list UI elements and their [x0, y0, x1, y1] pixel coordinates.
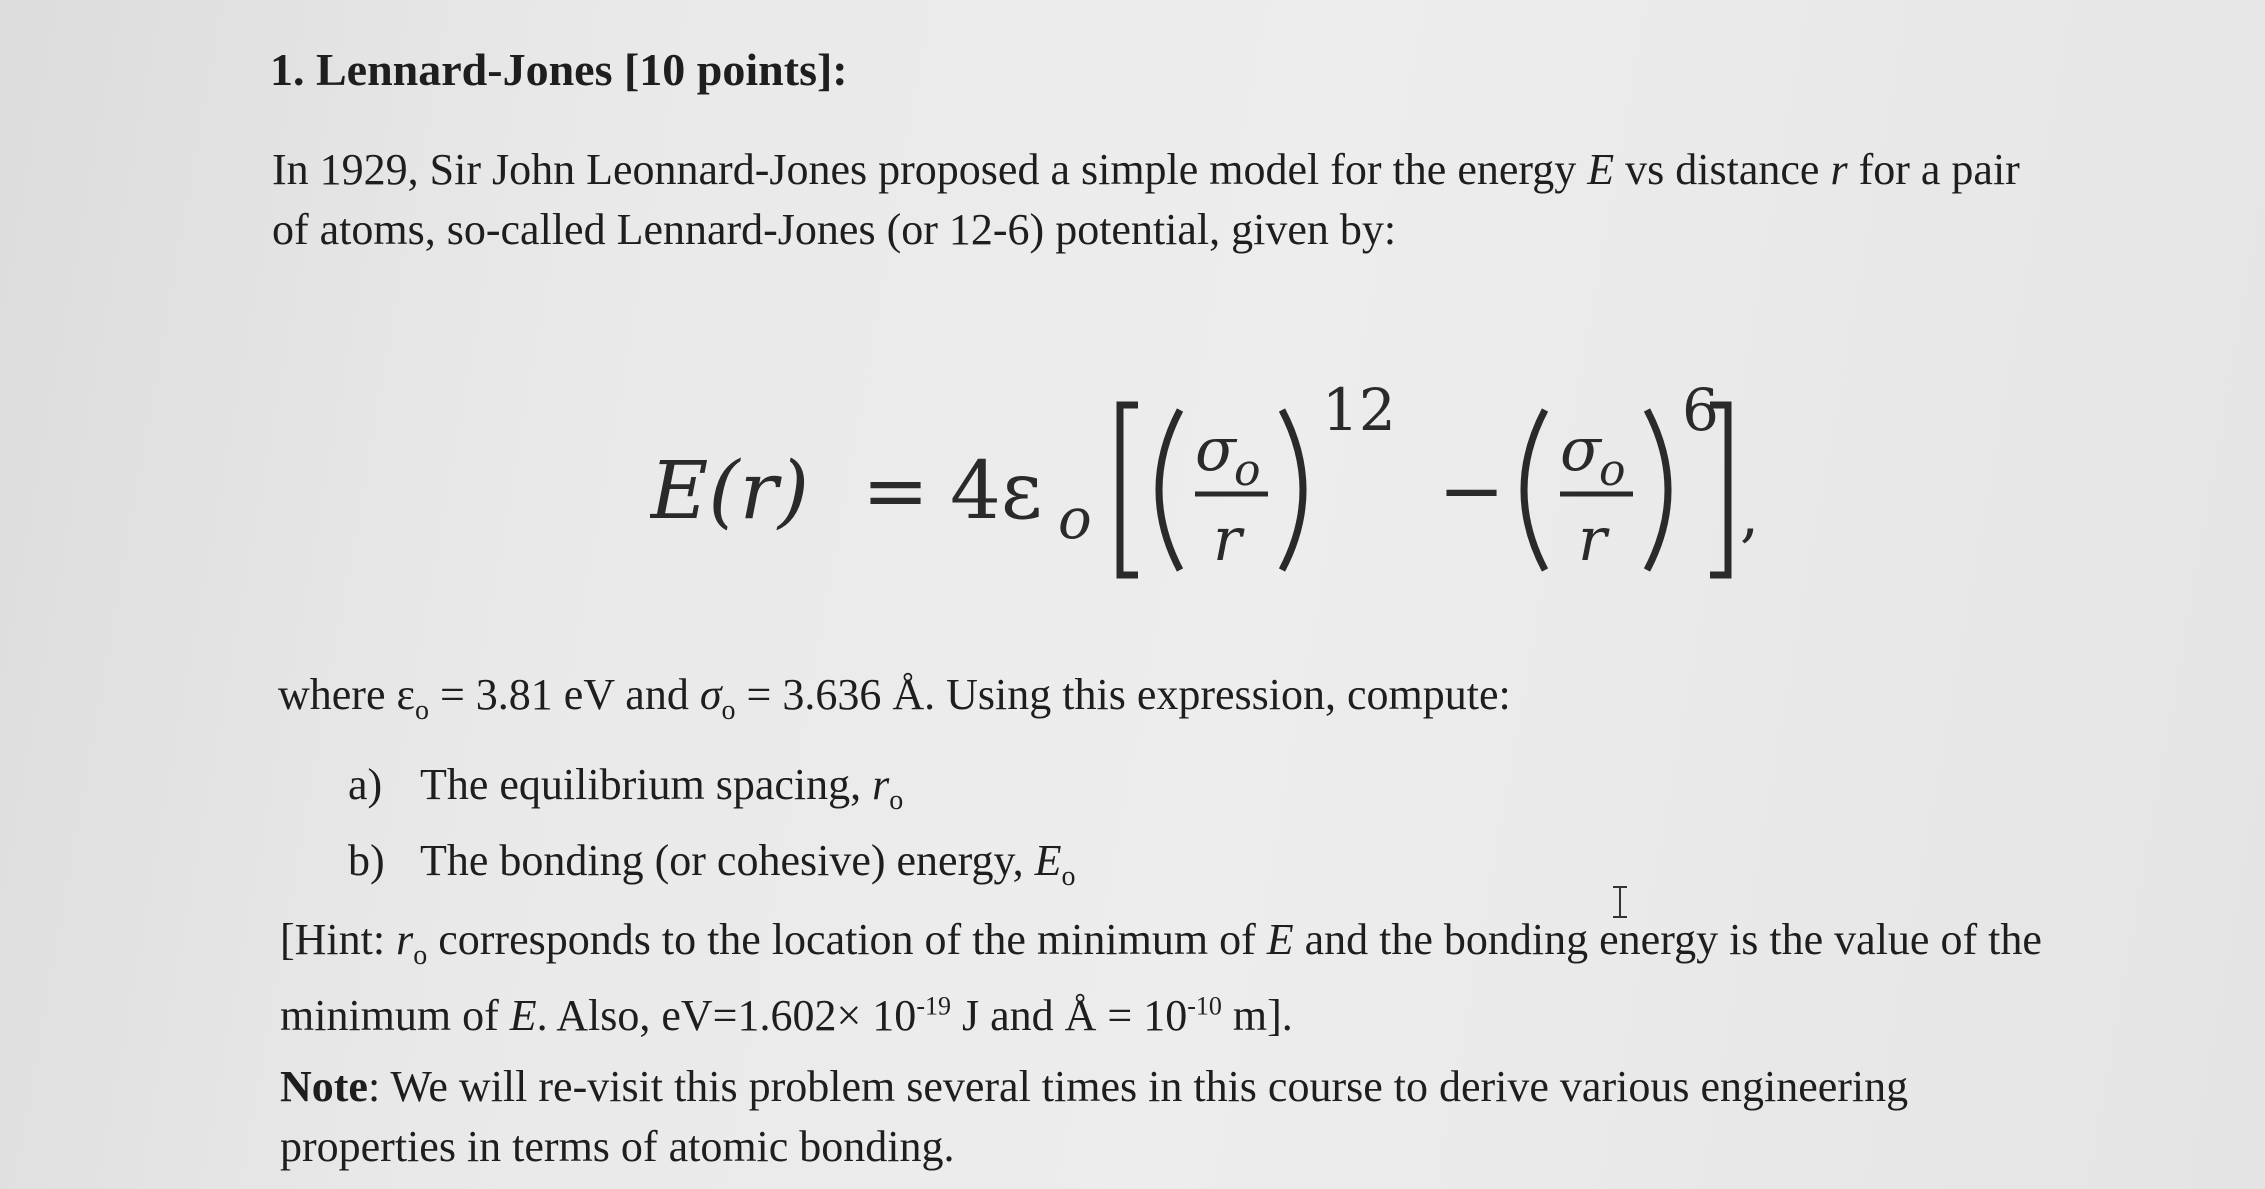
eq-trailing-comma: ,: [1740, 480, 1760, 550]
task-text-b-body: The bonding (or cohesive) energy,: [420, 835, 1035, 885]
intro-var-E: E: [1587, 145, 1615, 194]
hint-text-6: m].: [1221, 990, 1293, 1040]
hint-sup-2: -10: [1187, 991, 1222, 1021]
task-text-b: [420, 831, 1075, 907]
text-cursor-icon: [1610, 885, 1630, 919]
eq-left-bracket: [1120, 405, 1138, 575]
eq-denominator-1: r: [1213, 505, 1242, 575]
task-var-a: r: [872, 760, 890, 809]
intro-var-r: r: [1830, 145, 1848, 194]
task-item-b: [348, 831, 1075, 907]
hint-var-r: r: [396, 915, 414, 964]
hint-sub: o: [413, 939, 428, 971]
note-paragraph: [280, 1057, 2080, 1177]
task-text-a-body: The equilibrium spacing,: [420, 760, 873, 809]
hint-text-2: corresponds to the location of the minimum of: [427, 915, 1267, 964]
problem-heading: 1. Lennard-Jones [10 points]:: [270, 44, 848, 95]
hint-var-E2: E: [509, 990, 537, 1040]
task-sub-b: o: [1061, 860, 1076, 892]
hint-text-3: and the bonding energy is the value of the minimum of: [280, 915, 2042, 1040]
eq-coef-sub: o: [1058, 487, 1092, 552]
note-text: : We will re-visit this problem several times in this course to derive various engineering properties in terms of atomic bonding.: [280, 1062, 1909, 1171]
where-text-3: = 3.636 Å. Using this expression, compute:: [735, 670, 1511, 719]
task-var-b: E: [1034, 835, 1062, 885]
eq-sigma-1: σ: [1195, 415, 1236, 485]
eq-paren-close-2: [1647, 410, 1668, 570]
intro-text-3: for a pair of atoms, so-called Lennard-Jones (or 12-6) potential, given by:: [272, 145, 2020, 254]
task-text-a: [420, 755, 903, 831]
eq-exponent-12: 12: [1322, 376, 1396, 444]
eq-exponent-6: 6: [1682, 376, 1719, 444]
tasks-list: [348, 755, 1075, 907]
eq-paren-open-2: [1524, 410, 1545, 570]
eq-minus: −: [1438, 444, 1506, 537]
where-text-2: = 3.81 eV and: [428, 670, 700, 719]
task-marker-b: b): [348, 835, 385, 885]
intro-paragraph: [272, 140, 2052, 260]
hint-text-4: . Also, eV=1.602× 10: [536, 990, 917, 1040]
intro-text-2: vs distance: [1614, 145, 1831, 194]
eq-equals: =: [862, 444, 930, 537]
eq-sigma-2: σ: [1560, 415, 1601, 485]
hint-paragraph: [280, 910, 2080, 1046]
eq-denominator-2: r: [1578, 505, 1607, 575]
task-sub-a: o: [889, 784, 904, 816]
note-label: Note: [280, 1062, 368, 1111]
eq-paren-open-1: [1159, 410, 1180, 570]
eq-paren-close-1: [1282, 410, 1303, 570]
hint-text-1: [Hint:: [280, 915, 397, 964]
task-item-a: [348, 755, 1075, 831]
intro-text-1: In 1929, Sir John Leonnard-Jones proposed a simple model for the energy: [272, 145, 1588, 194]
where-sub-1: o: [414, 694, 429, 726]
eq-coefficient: 4ε: [950, 444, 1043, 537]
where-text-1: where ε: [278, 670, 415, 719]
eq-lhs: E(r): [650, 444, 810, 537]
constants-line: [278, 665, 1511, 741]
where-sub-2: o: [721, 694, 736, 726]
lennard-jones-equation: [650, 370, 1850, 600]
where-sigma: σ: [699, 670, 722, 719]
eq-sigma-sub-1: o: [1234, 445, 1261, 496]
eq-sigma-sub-2: o: [1599, 445, 1626, 496]
hint-var-E: E: [1266, 915, 1294, 964]
hint-sup-1: -19: [916, 991, 951, 1021]
task-marker-a: a): [348, 760, 383, 809]
equation-graphic: [650, 370, 1850, 600]
hint-text-5: J and Å = 10: [950, 990, 1188, 1040]
